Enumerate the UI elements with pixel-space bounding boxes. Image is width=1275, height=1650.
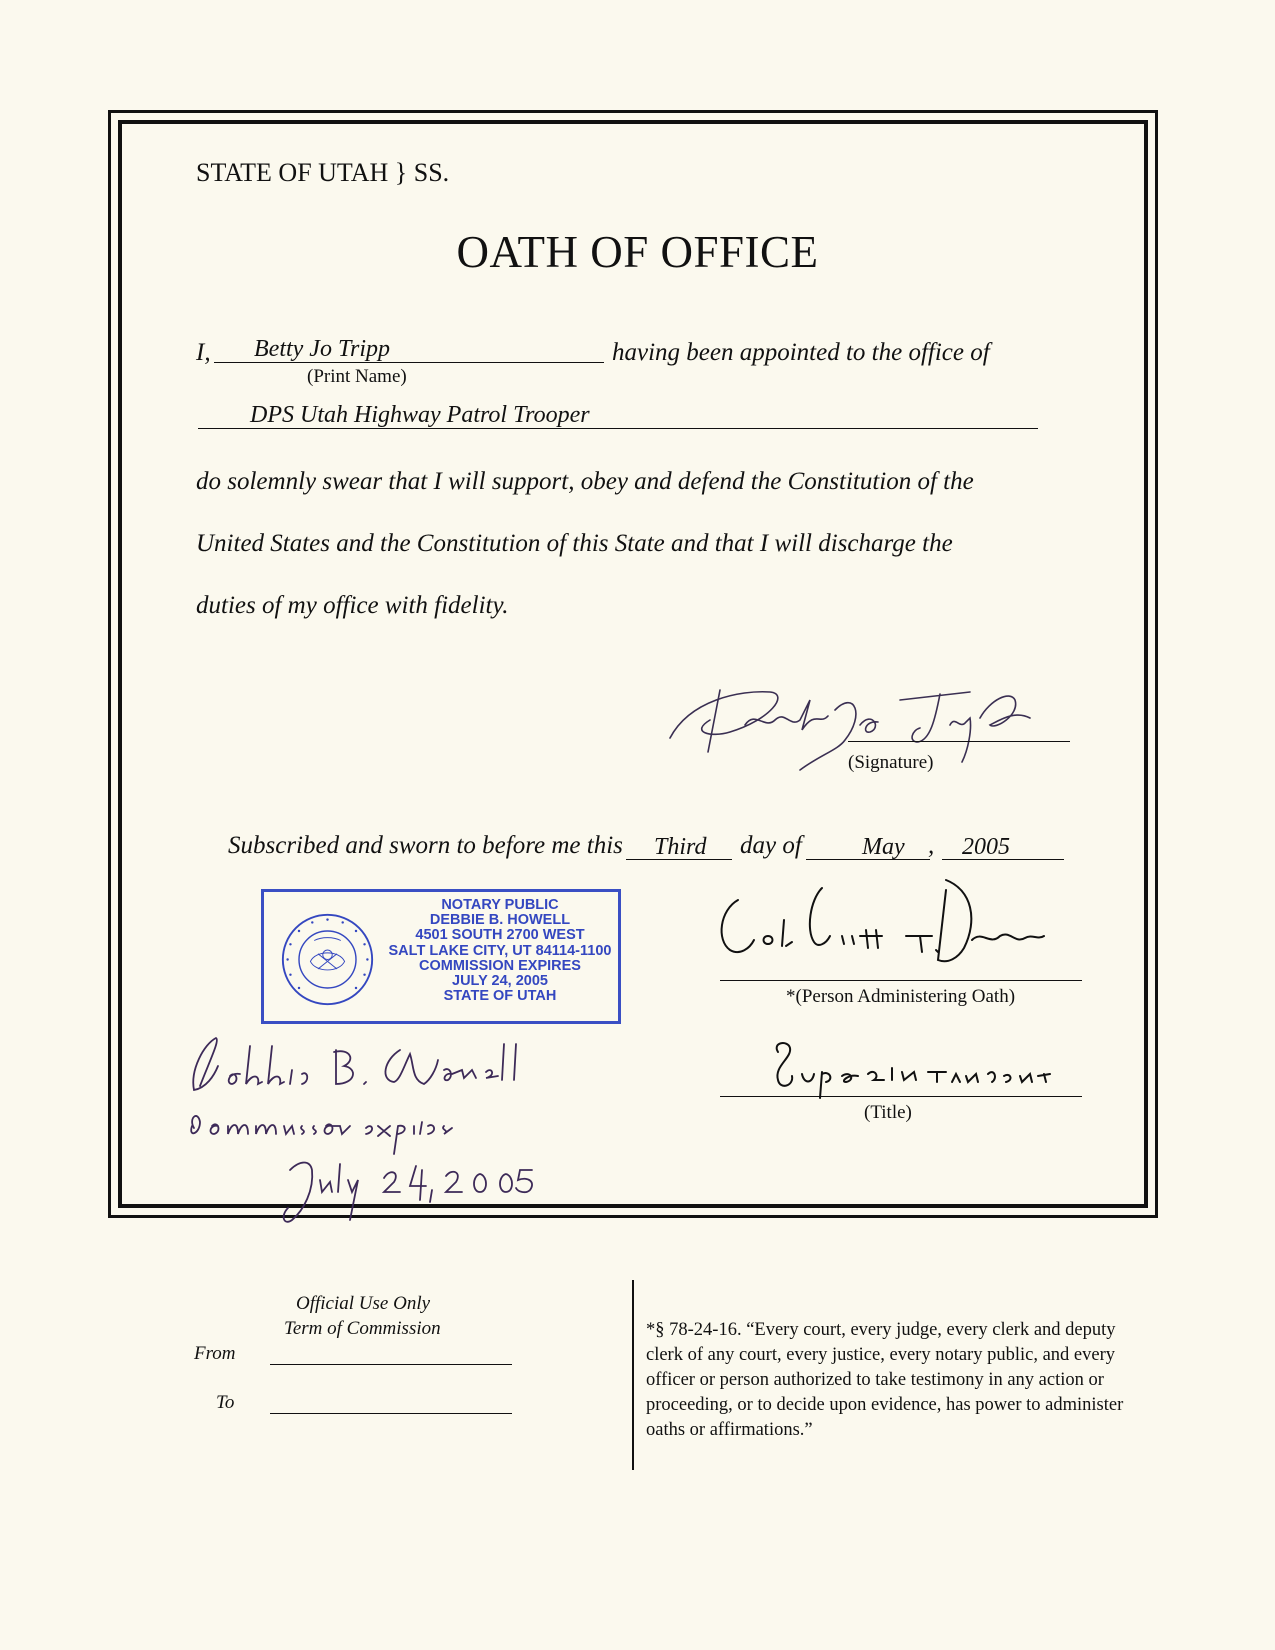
appointed-text: having been appointed to the office of: [612, 339, 990, 366]
notary-handwriting: [180, 1030, 590, 1240]
office-name: DPS Utah Highway Patrol Trooper: [250, 402, 590, 428]
stamp-text: [382, 898, 618, 1004]
signature-caption: (Signature): [848, 752, 934, 773]
stamp-line: SALT LAKE CITY, UT 84114-1100: [388, 942, 612, 959]
state-seal-icon: [280, 912, 375, 1007]
statute-citation: *§ 78-24-16. “Every court, every judge, every clerk and deputy clerk of any court, every justice, every notary public, and every officer or person authorized to take testimony in any action or proceeding, or to decide upon evidence, has power to administer oaths or affirmations.”: [646, 1320, 1124, 1440]
administering-underline: [720, 980, 1082, 981]
stamp-line: DEBBIE B. HOWELL: [429, 912, 571, 929]
document-title: OATH OF OFFICE: [456, 227, 819, 277]
official-use-heading: Official Use Only: [296, 1293, 431, 1314]
sworn-year: 2005: [962, 834, 1010, 860]
notary-stamp: [261, 889, 621, 1024]
to-label: To: [216, 1392, 235, 1413]
stamp-line: STATE OF UTAH: [443, 988, 557, 1005]
oath-body-line-3: duties of my office with fidelity.: [196, 592, 509, 619]
printed-name: Betty Jo Tripp: [254, 336, 390, 362]
oath-body-line-1: do solemnly swear that I will support, obey and defend the Constitution of the: [196, 468, 974, 495]
administering-caption: *(Person Administering Oath): [786, 986, 1016, 1007]
stamp-line: JULY 24, 2005: [452, 973, 548, 990]
oath-body-line-2: United States and the Constitution of this State and that I will discharge the: [196, 530, 953, 557]
oath-prefix: I,: [196, 339, 211, 366]
footer-divider: [632, 1280, 634, 1470]
title-underline: [720, 1096, 1082, 1097]
stamp-line: COMMISSION EXPIRES: [419, 957, 581, 974]
title-caption: (Title): [864, 1102, 912, 1123]
title-handwriting: [768, 1036, 1088, 1111]
day-of-text: day of: [740, 832, 802, 859]
from-field: [270, 1364, 512, 1365]
sworn-month: May: [862, 834, 905, 860]
print-name-caption: (Print Name): [307, 366, 407, 387]
to-field: [270, 1413, 512, 1414]
sworn-day: Third: [654, 834, 707, 860]
signature-underline: [848, 741, 1070, 742]
term-of-commission: Term of Commission: [284, 1318, 441, 1339]
sworn-prefix: Subscribed and sworn to before me this: [228, 832, 623, 859]
state-heading: STATE OF UTAH } SS.: [196, 158, 450, 187]
sworn-comma: ,: [928, 832, 935, 859]
from-label: From: [194, 1343, 236, 1364]
stamp-line: NOTARY PUBLIC: [441, 897, 559, 913]
administering-signature: [710, 870, 1100, 980]
stamp-line: 4501 SOUTH 2700 WEST: [415, 927, 585, 944]
